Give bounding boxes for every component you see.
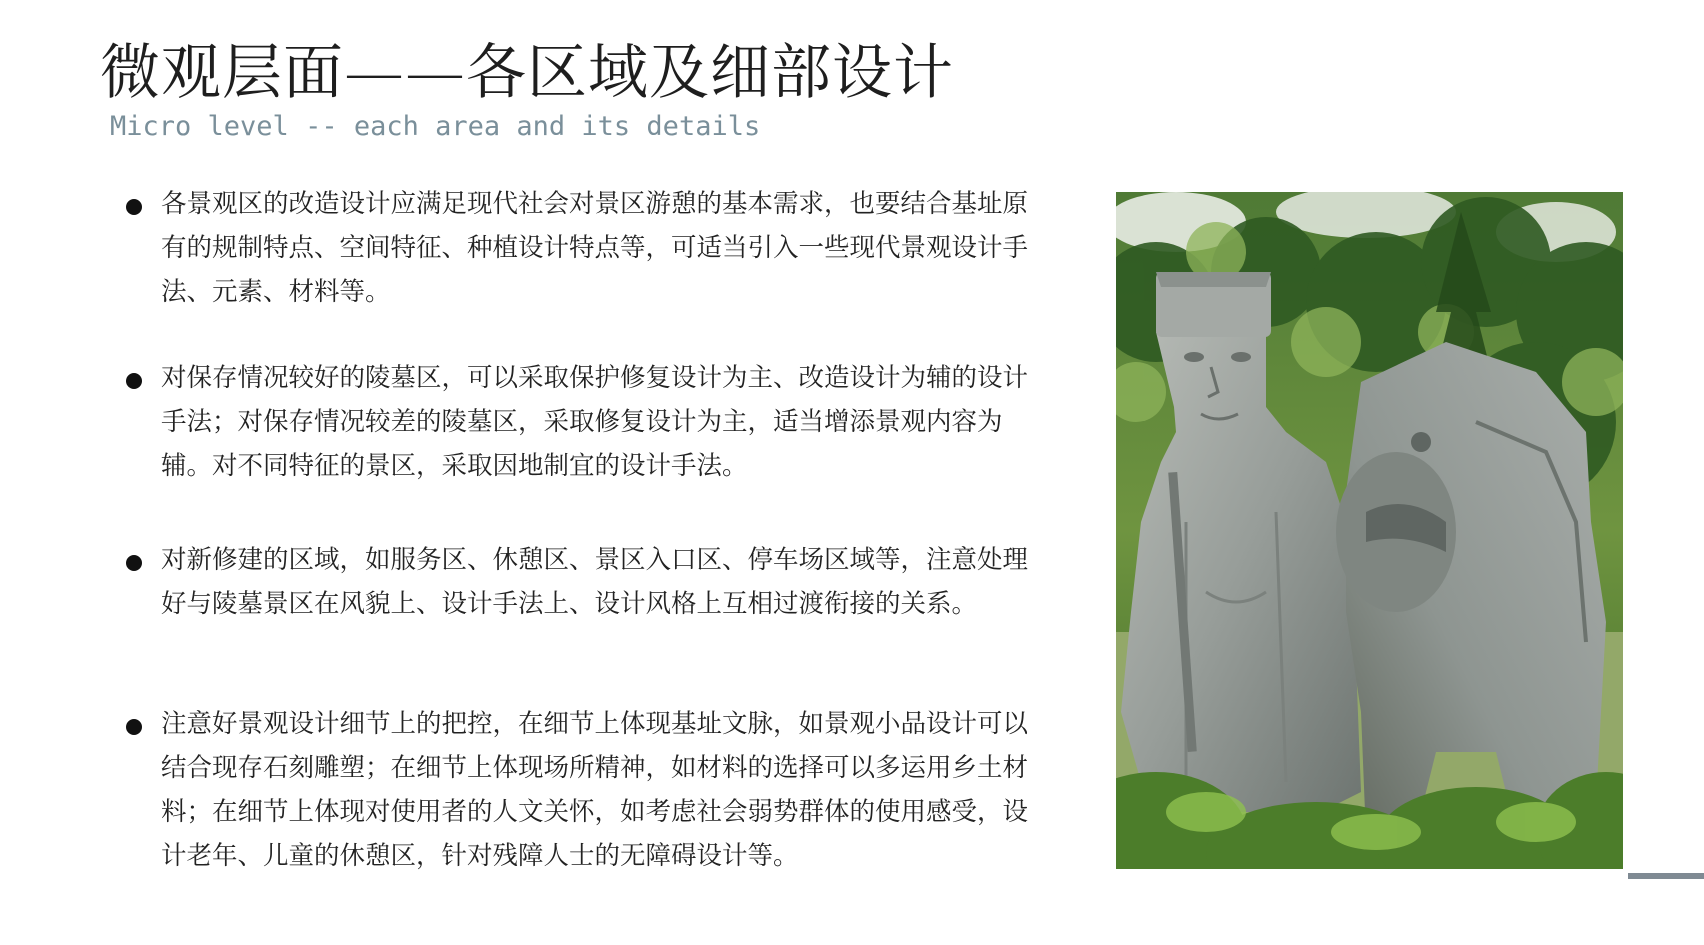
bullet-dot-icon <box>126 373 142 389</box>
bullet-item <box>120 702 1040 878</box>
bullet-item <box>120 182 1040 314</box>
bullet-dot-icon <box>126 555 142 571</box>
stone-statue-photo <box>1116 192 1623 869</box>
page-subtitle: Micro level -- each area and its details <box>110 111 761 142</box>
bullet-text: 对新修建的区域，如服务区、休憩区、景区入口区、停车场区域等，注意处理好与陵墓景区在风貌上、设计手法上、设计风格上互相过渡衔接的关系。 <box>161 545 1029 619</box>
bullet-text: 注意好景观设计细节上的把控，在细节上体现基址文脉，如景观小品设计可以结合现存石刻雕塑；在细节上体现场所精神，如材料的选择可以多运用乡土材料；在细节上体现对使用者的人文关怀，如考虑社会弱势群体的使用感受，设计老年、儿童的休憩区，针对残障人士的无障碍设计等。 <box>161 709 1029 871</box>
bullet-text: 各景观区的改造设计应满足现代社会对景区游憩的基本需求，也要结合基址原有的规制特点、空间特征、种植设计特点等，可适当引入一些现代景观设计手法、元素、材料等。 <box>161 189 1029 307</box>
bullet-dot-icon <box>126 719 142 735</box>
bullet-item <box>120 356 1040 488</box>
bullet-dot-icon <box>126 199 142 215</box>
page-title: 微观层面——各区域及细部设计 <box>100 38 954 108</box>
bullet-item <box>120 538 1040 626</box>
corner-accent-line <box>1628 873 1704 879</box>
bullet-text: 对保存情况较好的陵墓区，可以采取保护修复设计为主、改造设计为辅的设计手法；对保存情况较差的陵墓区，采取修复设计为主，适当增添景观内容为辅。对不同特征的景区，采取因地制宜的设计手法。 <box>161 363 1029 481</box>
